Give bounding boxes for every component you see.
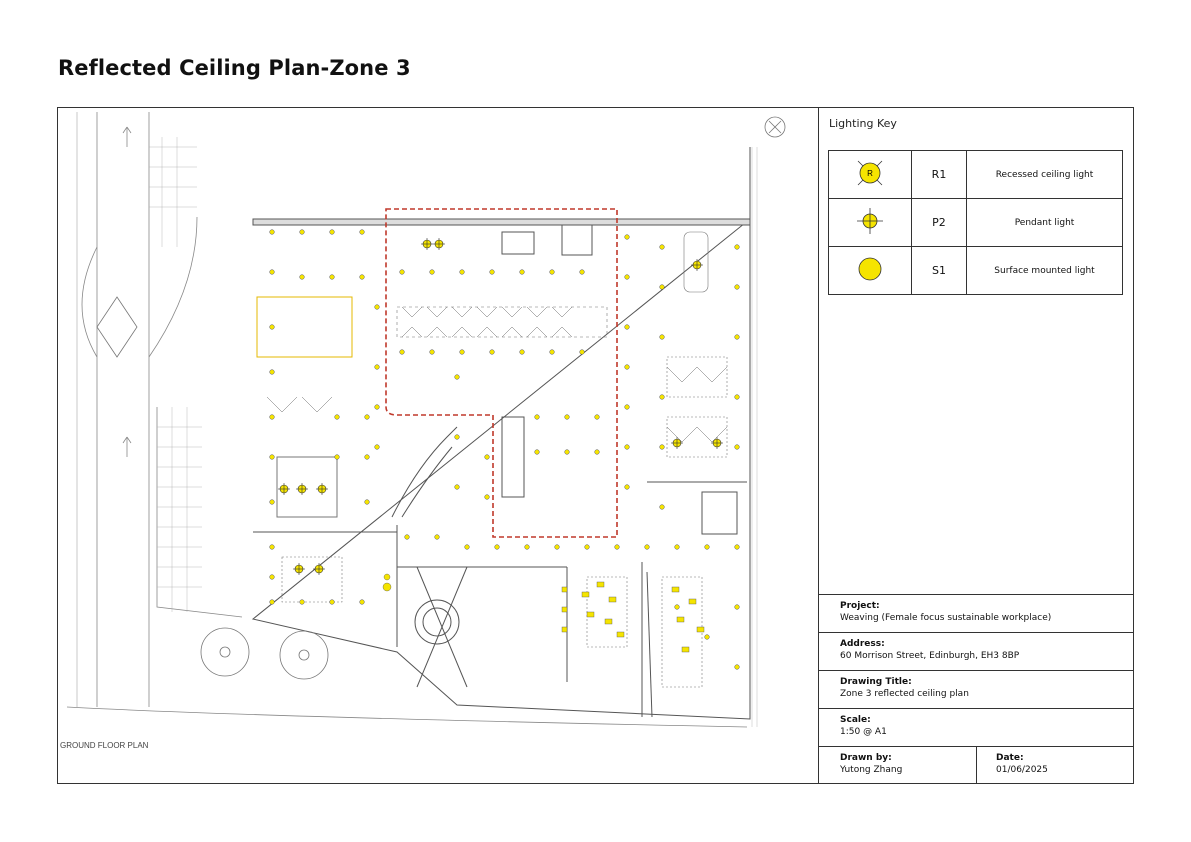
drawn-by-value: Yutong Zhang [840, 765, 903, 775]
recessed-ceiling-light-icon-svg [853, 156, 887, 190]
title-block-project [818, 594, 1134, 632]
address-label: Address: [840, 639, 885, 649]
project-label: Project: [840, 601, 880, 611]
surface-mounted-light-icon [829, 247, 912, 295]
title-block-drawing-title [818, 670, 1134, 708]
floor-plan [57, 107, 818, 784]
drawing-title-value: Zone 3 reflected ceiling plan [840, 689, 969, 699]
title-block-address [818, 632, 1134, 670]
drawing-title-label: Drawing Title: [840, 677, 912, 687]
scale-value: 1:50 @ A1 [840, 727, 887, 737]
page-title: Reflected Ceiling Plan-Zone 3 [58, 56, 411, 80]
drawn-by-label: Drawn by: [840, 753, 892, 763]
recessed-ceiling-light-icon [829, 151, 912, 199]
date-value: 01/06/2025 [996, 765, 1048, 775]
lighting-key-description: Recessed ceiling light [967, 151, 1123, 199]
recessed-light-symbol-text: R [867, 169, 873, 178]
lighting-key-code: P2 [912, 199, 967, 247]
title-block-scale [818, 708, 1134, 746]
surface-mounted-light-icon-svg [853, 252, 887, 286]
lighting-key-row-s1 [829, 247, 1123, 295]
date-label: Date: [996, 753, 1024, 763]
lighting-key-description: Pendant light [967, 199, 1123, 247]
lighting-key-description: Surface mounted light [967, 247, 1123, 295]
scale-label: Scale: [840, 715, 871, 725]
lighting-key-row-r1 [829, 151, 1123, 199]
address-value: 60 Morrison Street, Edinburgh, EH3 8BP [840, 651, 1020, 661]
lighting-key-title: Lighting Key [829, 117, 897, 130]
pendant-light-icon-svg [853, 204, 887, 238]
lighting-key-code: R1 [912, 151, 967, 199]
lighting-key-code: S1 [912, 247, 967, 295]
pendant-light-icon [829, 199, 912, 247]
lighting-key-row-p2 [829, 199, 1123, 247]
project-value: Weaving (Female focus sustainable workplace) [840, 613, 1052, 623]
title-block-divider [976, 746, 977, 784]
lighting-key-table [828, 150, 1123, 295]
floor-plan-drawing [57, 107, 818, 784]
ground-floor-plan-label: GROUND FLOOR PLAN [60, 741, 149, 750]
